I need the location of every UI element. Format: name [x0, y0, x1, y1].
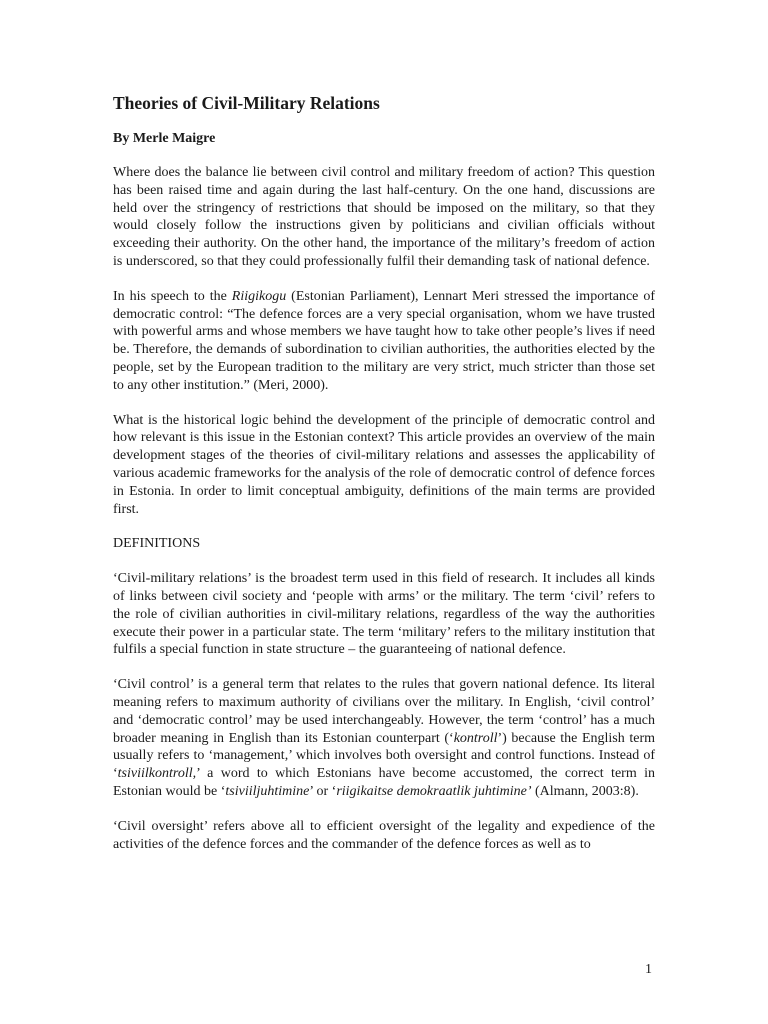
- text-run: (Almann, 2003:8).: [531, 783, 639, 799]
- text-run: ’ a word to which Estonians have become accustomed, the correct term in Estonian would be ‘: [113, 766, 655, 799]
- paragraph-overview: What is the historical logic behind the development of the principle of democratic control and how relevant is this issue in the Estonian context? This article provides an overview of the main development stages of the theories of civil-military relations and assesses the applicability of various academic frameworks for the analysis of the role of democratic control of defence forces in Estonia. In order to limit conceptual ambiguity, definitions of the main terms are provided first.: [113, 412, 655, 517]
- text-run: In his speech to the: [113, 288, 232, 304]
- italic-term: tsiviilkontroll,: [117, 766, 197, 782]
- author-byline: By Merle Maigre: [113, 131, 216, 146]
- article-body: [113, 92, 655, 853]
- paragraph-intro: Where does the balance lie between civil control and military freedom of action? This question has been raised time and again during the last half-century. On the one hand, discussions are held over the stringency of restrictions that should be imposed on the military, so that they would closely follow the instructions given by politicians and civilian officials without exceeding their authority. On the other hand, the importance of the military’s freedom of action is underscored, so that they could professionally fulfil their demanding task of national defence.: [113, 165, 655, 269]
- paragraph-meri-speech: [113, 288, 655, 395]
- section-heading-definitions: DEFINITIONS: [113, 536, 201, 552]
- page-number: 1: [645, 962, 652, 977]
- text-run: ’ or ‘: [309, 783, 337, 799]
- paragraph-civil-military: ‘Civil-military relations’ is the broadest term used in this field of research. It includes all kinds of links between civil society and ‘people with arms’ or the military. The term ‘civil’ refers to the role of civilian authorities in civil-military relations, regardless of the way the authorities execute their power in a particular state. The term ‘military’ refers to the military institution that fulfils a special function in state structure – the guaranteeing of national defence.: [113, 571, 655, 658]
- italic-term: Riigikogu: [231, 288, 287, 304]
- italic-term: kontroll: [453, 730, 498, 746]
- text-run: ‘Civil control’ is a general term that relates to the rules that govern national defence. Its literal meaning refers to maximum authority of civilians over the military. In English, ‘civil control’ and ‘democratic control’ may be used interchangeably. However, the term ‘control’ has a much broader meaning in English than its Estonian counterpart (‘: [113, 677, 655, 746]
- paragraph-civil-control: [113, 676, 655, 801]
- text-run: (Estonian Parliament), Lennart Meri stressed the importance of democratic control: “The defence forces are a very special organisation, whom we have trusted with powerful arms and whose members we have taught how to take other people’s lives if need be. Therefore, the demands of subordination to civilian authorities, the authorities elected by the people, set by the European tradition to the military are very strict, much stricter than those set to any other institution.” (Meri, 2000).: [113, 288, 655, 393]
- italic-term: riigikaitse demokraatlik juhtimine’: [336, 783, 532, 799]
- page-title: Theories of Civil-Military Relations: [113, 93, 380, 113]
- paragraph-civil-oversight: ‘Civil oversight’ refers above all to efficient oversight of the legality and expedience of the activities of the defence forces and the commander of the defence forces as well as to: [113, 818, 655, 852]
- text-run: ’) because the English term usually refers to ‘management,’ which involves both oversight and control functions. Instead of ‘: [113, 730, 655, 782]
- italic-term: tsiviiljuhtimine: [225, 783, 310, 799]
